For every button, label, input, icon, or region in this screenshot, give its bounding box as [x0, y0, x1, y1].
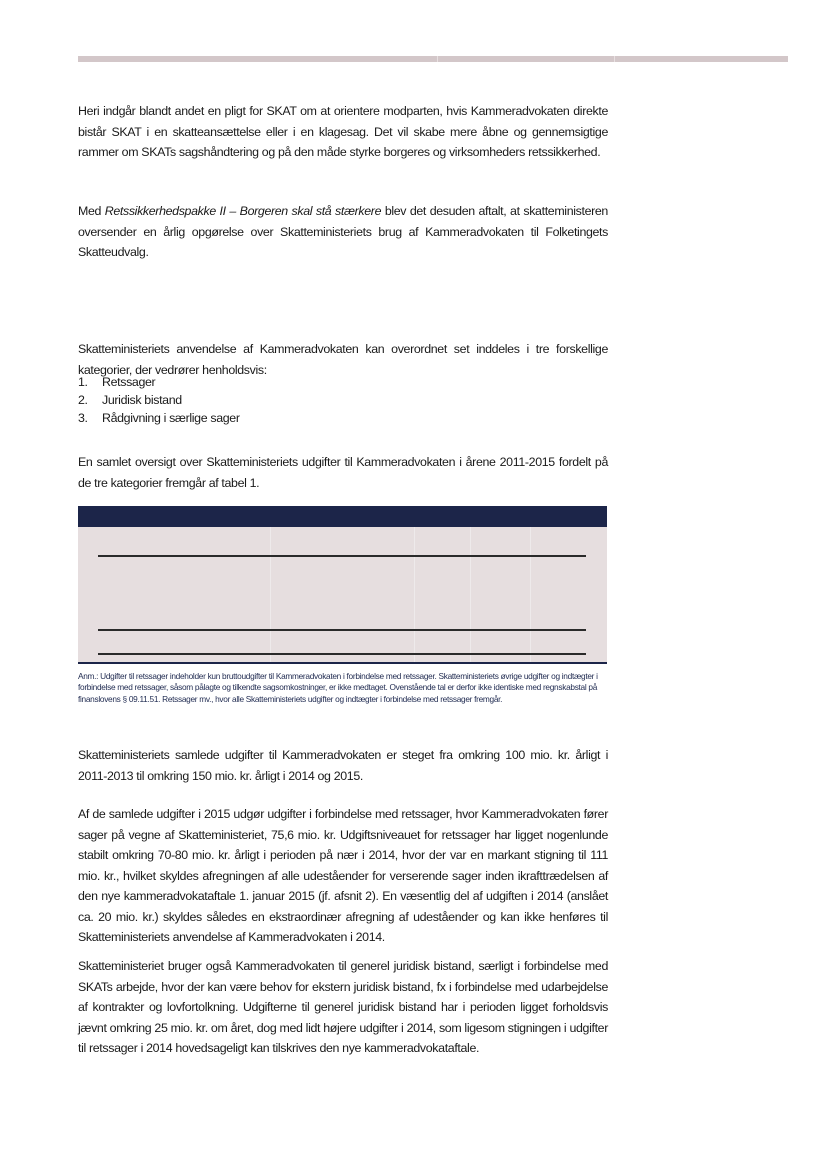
- table-header-bar: [78, 506, 607, 527]
- table-column-divider: [414, 527, 415, 662]
- table-note: Anm.: Udgifter til retssager indeholder kun bruttoudgifter til Kammeradvokaten i forbindelse med retssager. Skatteministeriets øvrige udgifter og indtægter i forbindelse med retssager, såsom pålagte og tilkendte sagsomkostninger, er ikke medtaget. Ovenstående tal er derfor ikke identiske med regnskabstal på finanslovens § 09.11.51. Retssager mv., hvor alle Skatteministeriets udgifter og indtægter i forbindelse med retssager fremgår.: [78, 671, 598, 704]
- paragraph-categories-intro: Skatteministeriets anvendelse af Kammeradvokaten kan overordnet set inddeles i tre forskellige kategorier, der vedrører henholdsvis:: [78, 342, 608, 377]
- paragraph-prefix: Med: [78, 204, 105, 218]
- paragraph-juridisk-bistand: Skatteministeriet bruger også Kammeradvokaten til generel juridisk bistand, særligt i forbindelse med SKATs arbejde, hvor der kan være behov for ekstern juridisk bistand, fx i forbindelse med udarbejdelse af kontrakter og lovfortolkning. Udgifterne til generel juridisk bistand har i perioden ligget forholdsvis jævnt omkring 25 mio. kr. om året, dog med lidt højere udgifter i 2014, som ligesom stigningen i udgifter til retssager i 2014 hovedsageligt kan tilskrives den nye kammeradvokataftale.: [78, 959, 608, 1055]
- paragraph-suffix: blev det desuden aftalt, at skatteministeren oversender en årlig opgørelse over Skatteministeriets brug af Kammeradvokaten til Folketingets Skatteudvalg.: [78, 204, 608, 259]
- list-item: 3. Rådgivning i særlige sager: [78, 411, 240, 425]
- table-column-divider: [270, 527, 271, 662]
- paragraph-retssager-expenses: Af de samlede udgifter i 2015 udgør udgifter i forbindelse med retssager, hvor Kammeradvokaten fører sager på vegne af Skatteministeriet, 75,6 mio. kr. Udgiftsniveauet for retssager har ligget nogenlunde stabilt omkring 70-80 mio. kr. årligt i perioden på nær i 2014, hvor der var en markant stigning til 111 mio. kr., hvilket skyldes afregningen af alle udeståender for verserende sager inden ikrafttrædelsen af den nye kammeradvokataftale 1. januar 2015 (jf. afsnit 2). En væsentlig del af udgiften i 2014 (anslået ca. 20 mio. kr.) skyldes således en ekstraordinær afregning af udeståender og kan ikke henføres til Skatteministeriets anvendelse af Kammeradvokaten i 2014.: [78, 807, 608, 944]
- table-column-divider: [470, 527, 471, 662]
- table-rule: [98, 629, 586, 631]
- table-bottom-rule: [78, 662, 607, 664]
- expense-table: [78, 506, 607, 662]
- paragraph-title-italic: Retssikkerhedspakke II – Borgeren skal stå stærkere: [104, 204, 382, 218]
- paragraph-orientation-duty: Heri indgår blandt andet en pligt for SKAT om at orientere modparten, hvis Kammeradvokaten direkte bistår SKAT i en skatteansættelse eller i en klagesag. Det vil skabe mere åbne og gennemsigtige rammer om SKATs sagshåndtering og på den måde styrke borgeres og virksomheders retssikkerhed.: [78, 104, 608, 159]
- page-header-rule: [78, 56, 788, 62]
- list-item: 1. Retssager: [78, 375, 156, 389]
- header-rule-divider: [614, 56, 615, 62]
- paragraph-total-expenses: Skatteministeriets samlede udgifter til Kammeradvokaten er steget fra omkring 100 mio. kr. årligt i 2011-2013 til omkring 150 mio. kr. årligt i 2014 og 2015.: [78, 748, 608, 783]
- category-list: [78, 373, 240, 427]
- table-rule: [98, 653, 586, 655]
- table-rule: [98, 555, 586, 557]
- list-item: 2. Juridisk bistand: [78, 393, 182, 407]
- paragraph-retssikkerhedspakke: [78, 201, 608, 263]
- paragraph-table-reference: En samlet oversigt over Skatteministeriets udgifter til Kammeradvokaten i årene 2011-2015 fordelt på de tre kategorier fremgår af tabel 1.: [78, 455, 608, 490]
- table-column-divider: [530, 527, 531, 662]
- header-rule-divider: [437, 56, 438, 62]
